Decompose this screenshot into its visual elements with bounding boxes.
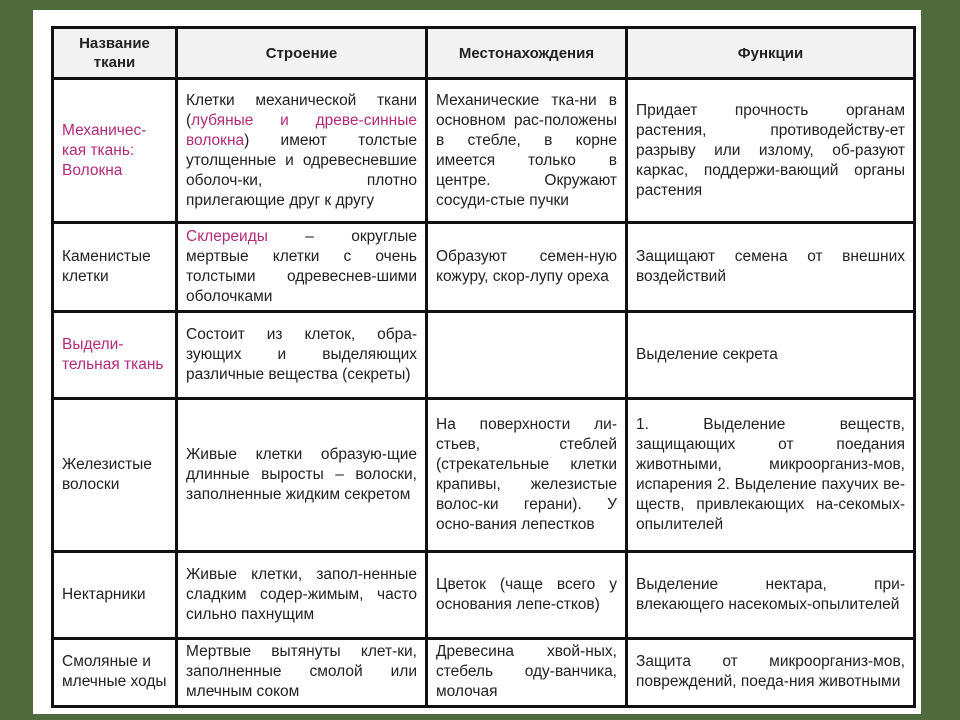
cell-structure: Мертвые вытянуты клет-ки, заполненные смолой или млечным соком xyxy=(177,638,427,706)
table-row xyxy=(53,551,915,638)
structure-highlight: лубяные и древе-синные волокна xyxy=(186,111,417,149)
header-structure: Строение xyxy=(177,28,427,79)
cell-location-empty xyxy=(427,311,627,398)
name-text: Механичес-кая ткань: Волокна xyxy=(62,121,147,179)
cell-location: На поверхности ли-стьев, стеблей (стрекательные клетки крапивы, железистые волос-ки герани). У осно-вания лепестков xyxy=(427,399,627,551)
table-sheet xyxy=(33,10,921,714)
tissue-table xyxy=(51,26,916,708)
header-location: Местонахождения xyxy=(427,28,627,79)
table-row xyxy=(53,79,915,223)
cell-functions: Выделение нектара, при-влекающего насекомых-опылителей xyxy=(627,551,915,638)
cell-location: Древесина хвой-ных, стебель оду-ванчика, молочая xyxy=(427,638,627,706)
table-header-row xyxy=(53,28,915,79)
cell-location: Механические тка-ни в основном рас-положены в стебле, в корне имеется только в центре. Окружают сосуди-стые пучки xyxy=(427,79,627,223)
table-row xyxy=(53,399,915,551)
table-row xyxy=(53,311,915,398)
cell-name xyxy=(53,79,177,223)
structure-highlight: Склереиды xyxy=(186,228,268,245)
cell-functions: Защита от микроорганиз-мов, повреждений, поеда-ния животными xyxy=(627,638,915,706)
cell-functions: Выделение секрета xyxy=(627,311,915,398)
structure-text-post: – округлые мертвые клетки с очень толстыми одревеснев-шими оболочками xyxy=(186,228,417,305)
header-name: Название ткани xyxy=(53,28,177,79)
table-row xyxy=(53,223,915,311)
cell-structure: Живые клетки, запол-ненные сладким содер-жимым, часто сильно пахнущим xyxy=(177,551,427,638)
cell-location: Цветок (чаще всего у основания лепе-стков) xyxy=(427,551,627,638)
cell-structure xyxy=(177,79,427,223)
cell-name: Каменистые клетки xyxy=(53,223,177,311)
cell-structure: Живые клетки образую-щие длинные выросты – волоски, заполненные жидким секретом xyxy=(177,399,427,551)
cell-functions: Придает прочность органам растения, противодейству-ет разрыву или излому, об-разуют каркас, поддержи-вающий органы растения xyxy=(627,79,915,223)
structure-text-pre: Клетки механической ткани ( xyxy=(186,91,417,129)
cell-name: Железистые волоски xyxy=(53,399,177,551)
cell-name: Выдели-тельная ткань xyxy=(53,311,177,398)
header-functions: Функции xyxy=(627,28,915,79)
cell-functions: Защищают семена от внешних воздействий xyxy=(627,223,915,311)
cell-structure xyxy=(177,223,427,311)
table-row xyxy=(53,638,915,706)
cell-functions: 1. Выделение веществ, защищающих от поедания животными, микроорганиз-мов, испарения 2. Выделение пахучих ве-ществ, привлекающих на-секомых-опылителей xyxy=(627,399,915,551)
structure-text-post: ) имеют толстые утолщенные и одревесневшие оболоч-ки, плотно прилегающие друг к другу xyxy=(186,131,417,209)
cell-location: Образуют семен-ную кожуру, скор-лупу ореха xyxy=(427,223,627,311)
cell-name: Смоляные и млечные ходы xyxy=(53,638,177,706)
cell-structure: Состоит из клеток, обра-зующих и выделяющих различные вещества (секреты) xyxy=(177,311,427,398)
cell-name: Нектарники xyxy=(53,551,177,638)
